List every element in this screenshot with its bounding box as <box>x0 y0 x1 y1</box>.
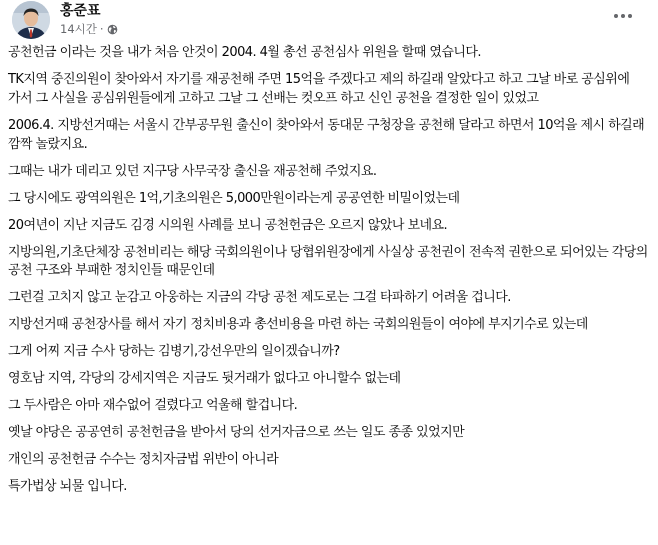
post-paragraph: 개인의 공천헌금 수수는 정치자금법 위반이 아니라 <box>8 452 279 468</box>
post-paragraph: TK지역 중진의원이 찾아와서 자기를 재공천해 주면 15억을 주겠다고 제의 하길래 알았다고 하고 그날 바로 공심위에 가서 그 사실을 공심위원들에게 고하고 그날 그 선배는 컷오프 하고 신인 공천을 결정한 일이 있었고 <box>8 71 630 106</box>
avatar-photo <box>12 1 50 39</box>
post-paragraph: 그 당시에도 광역의원은 1억,기초의원은 5,000만원이라는게 공공연한 비밀이었는데 <box>8 190 460 206</box>
more-options-button[interactable] <box>610 3 636 29</box>
post-paragraph: 2006.4. 지방선거때는 서울시 간부공무원 출신이 찾아와서 동대문 구청장을 공천해 달라고 하면서 10억을 제시 하길래 깜짝 놀랐지요. <box>8 117 645 152</box>
post-paragraph: 그게 어찌 지금 수사 당하는 김병기,강선우만의 일이겠습니까? <box>8 344 340 360</box>
post-paragraph: 지방의원,기초단체장 공천비리는 해당 국회의원이나 당협위원장에게 사실상 공천권이 전속적 권한으로 되어있는 각당의 공천 구조와 부패한 정치인들 때문인데 <box>8 244 648 279</box>
post-meta <box>60 22 118 36</box>
post-paragraph: 지방선거때 공천장사를 해서 자기 정치비용과 총선비용을 마련 하는 국회의원들이 여야에 부지기수로 있는데 <box>8 317 588 333</box>
post-paragraph: 그 두사람은 아마 재수없어 걸렸다고 억울해 할겁니다. <box>8 398 298 414</box>
post-paragraph: 그때는 내가 데리고 있던 지구당 사무국장 출신을 재공천해 주었지요. <box>8 163 377 179</box>
post-paragraph: 그런걸 고치지 않고 눈감고 아웅하는 지금의 각당 공천 제도로는 그걸 타파하기 어려울 겁니다. <box>8 290 511 306</box>
meta-separator: · <box>99 22 104 36</box>
post-timestamp[interactable]: 14시간 <box>60 22 97 36</box>
post-paragraph: 공천헌금 이라는 것을 내가 처음 안것이 2004. 4월 총선 공천심사 위원을 할때 였습니다. <box>8 45 482 60</box>
post-body <box>8 44 652 505</box>
post-paragraph: 옛날 야당은 공공연히 공천헌금을 받아서 당의 선거자금으로 쓰는 일도 종종 있었지만 <box>8 425 465 441</box>
post-paragraph: 특가법상 뇌물 입니다. <box>8 479 127 495</box>
author-avatar[interactable] <box>12 1 50 39</box>
post-header <box>12 0 646 40</box>
post-paragraph: 20여년이 지난 지금도 김경 시의원 사례를 보니 공천헌금은 오르지 않았나 보네요. <box>8 217 448 233</box>
globe-icon[interactable] <box>107 24 118 35</box>
author-name[interactable]: 홍준표 <box>60 3 101 19</box>
post-paragraph: 영호남 지역, 각당의 강세지역은 지금도 뒷거래가 없다고 아니할수 없는데 <box>8 371 401 387</box>
more-horizontal-icon <box>613 13 633 19</box>
